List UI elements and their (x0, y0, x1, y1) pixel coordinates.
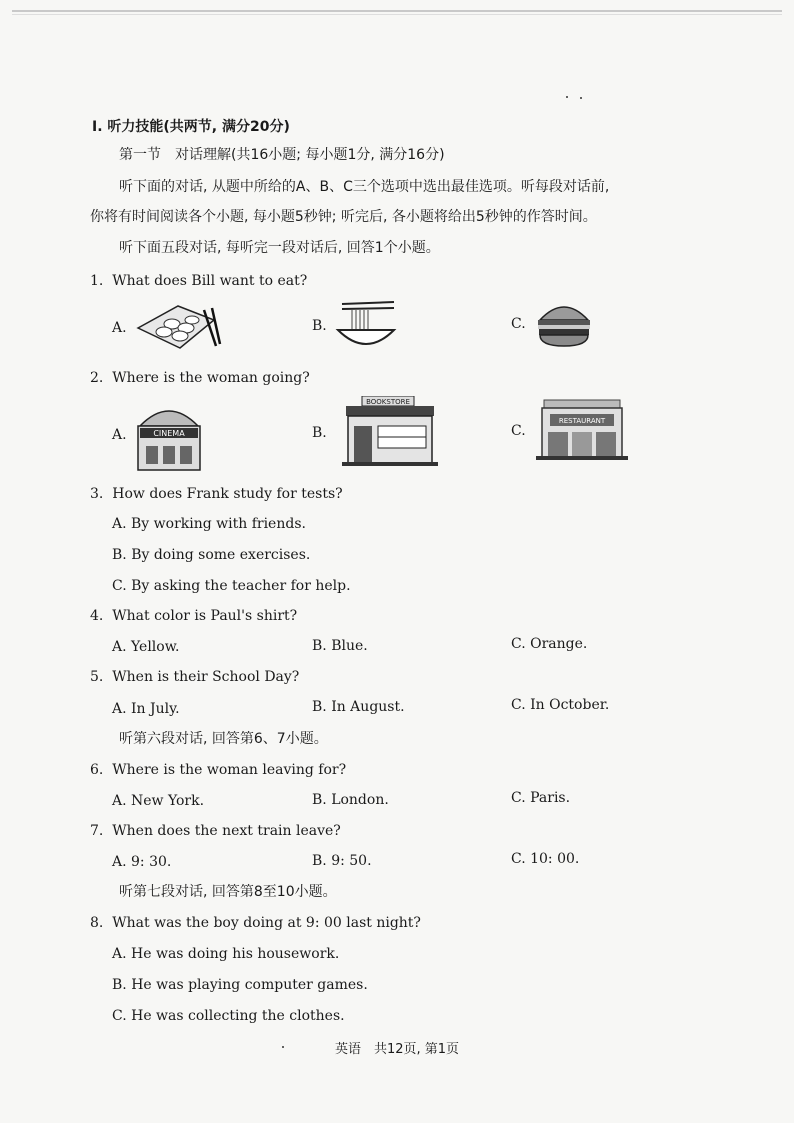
scan-speck (566, 96, 568, 98)
cinema-sign: CINEMA (153, 429, 185, 438)
option-a[interactable]: A. Yellow. (112, 639, 180, 655)
question-number: 8. (90, 915, 104, 931)
top-border-secondary (12, 14, 782, 15)
noodles-icon (334, 300, 398, 352)
option-label[interactable]: A. (112, 320, 127, 336)
question-2 (90, 369, 310, 387)
question-number: 6. (90, 762, 104, 778)
question-number: 7. (90, 823, 104, 839)
question-text: How does Frank study for tests? (112, 486, 343, 502)
question-text: Where is the woman going? (112, 370, 310, 386)
part-title: 第一节 对话理解(共16小题; 每小题1分, 满分16分) (119, 147, 445, 163)
bookstore-icon (342, 396, 438, 466)
question-7 (90, 822, 341, 840)
question-text: What does Bill want to eat? (112, 273, 308, 289)
dialogue-7-instruction: 听第七段对话, 回答第8至10小题。 (119, 884, 337, 900)
option-b[interactable]: B. London. (312, 792, 389, 808)
question-text: When does the next train leave? (112, 823, 341, 839)
option-a[interactable]: A. By working with friends. (112, 516, 306, 532)
option-c[interactable]: C. He was collecting the clothes. (112, 1008, 345, 1024)
scan-speck (282, 1046, 284, 1048)
option-c[interactable]: C. In October. (511, 697, 610, 713)
scan-speck (580, 97, 582, 99)
option-c[interactable]: C. By asking the teacher for help. (112, 578, 351, 594)
option-a[interactable]: A. 9: 30. (112, 854, 172, 870)
question-1 (90, 272, 307, 290)
dumplings-icon (134, 298, 226, 352)
option-label[interactable]: C. (511, 423, 526, 439)
question-text: When is their School Day? (112, 669, 300, 685)
option-label[interactable]: A. (112, 427, 127, 443)
question-number: 3. (90, 486, 104, 502)
top-border (12, 10, 782, 12)
question-text: What color is Paul's shirt? (112, 608, 298, 624)
option-a[interactable]: A. He was doing his housework. (112, 946, 340, 962)
question-text: Where is the woman leaving for? (112, 762, 347, 778)
question-number: 2. (90, 370, 104, 386)
option-b[interactable]: B. In August. (312, 699, 405, 715)
question-4 (90, 607, 297, 625)
instructions-line-2: 你将有时间阅读各个小题, 每小题5秒钟; 听完后, 各小题将给出5秒钟的作答时间。 (90, 209, 597, 225)
restaurant-sign: RESTAURANT (558, 417, 606, 425)
page-footer: 英语 共12页, 第1页 (334, 1042, 460, 1057)
cinema-icon (134, 400, 204, 472)
option-b[interactable]: B. By doing some exercises. (112, 547, 311, 563)
question-number: 1. (90, 273, 104, 289)
question-3 (90, 485, 343, 503)
restaurant-icon (536, 398, 628, 462)
question-5 (90, 668, 299, 686)
option-c[interactable]: C. Orange. (511, 636, 588, 652)
option-a[interactable]: A. New York. (112, 793, 205, 809)
question-8 (90, 914, 421, 932)
option-c[interactable]: C. 10: 00. (511, 851, 580, 867)
option-label[interactable]: B. (312, 318, 327, 334)
option-c[interactable]: C. Paris. (511, 790, 571, 806)
option-b[interactable]: B. 9: 50. (312, 853, 372, 869)
hamburger-icon (534, 298, 594, 350)
instructions-line-3: 听下面五段对话, 每听完一段对话后, 回答1个小题。 (119, 240, 440, 256)
option-a[interactable]: A. In July. (112, 701, 180, 717)
option-label[interactable]: C. (511, 316, 526, 332)
question-text: What was the boy doing at 9: 00 last night? (112, 915, 421, 931)
option-b[interactable]: B. Blue. (312, 638, 368, 654)
question-number: 4. (90, 608, 104, 624)
dialogue-6-instruction: 听第六段对话, 回答第6、7小题。 (119, 731, 328, 747)
option-b[interactable]: B. He was playing computer games. (112, 977, 368, 993)
section-title: Ⅰ. 听力技能(共两节, 满分20分) (92, 119, 290, 135)
question-number: 5. (90, 669, 104, 685)
instructions-line-1: 听下面的对话, 从题中所给的A、B、C三个选项中选出最佳选项。听每段对话前, (119, 179, 610, 195)
option-label[interactable]: B. (312, 425, 327, 441)
question-6 (90, 761, 346, 779)
bookstore-sign: BOOKSTORE (366, 398, 410, 406)
